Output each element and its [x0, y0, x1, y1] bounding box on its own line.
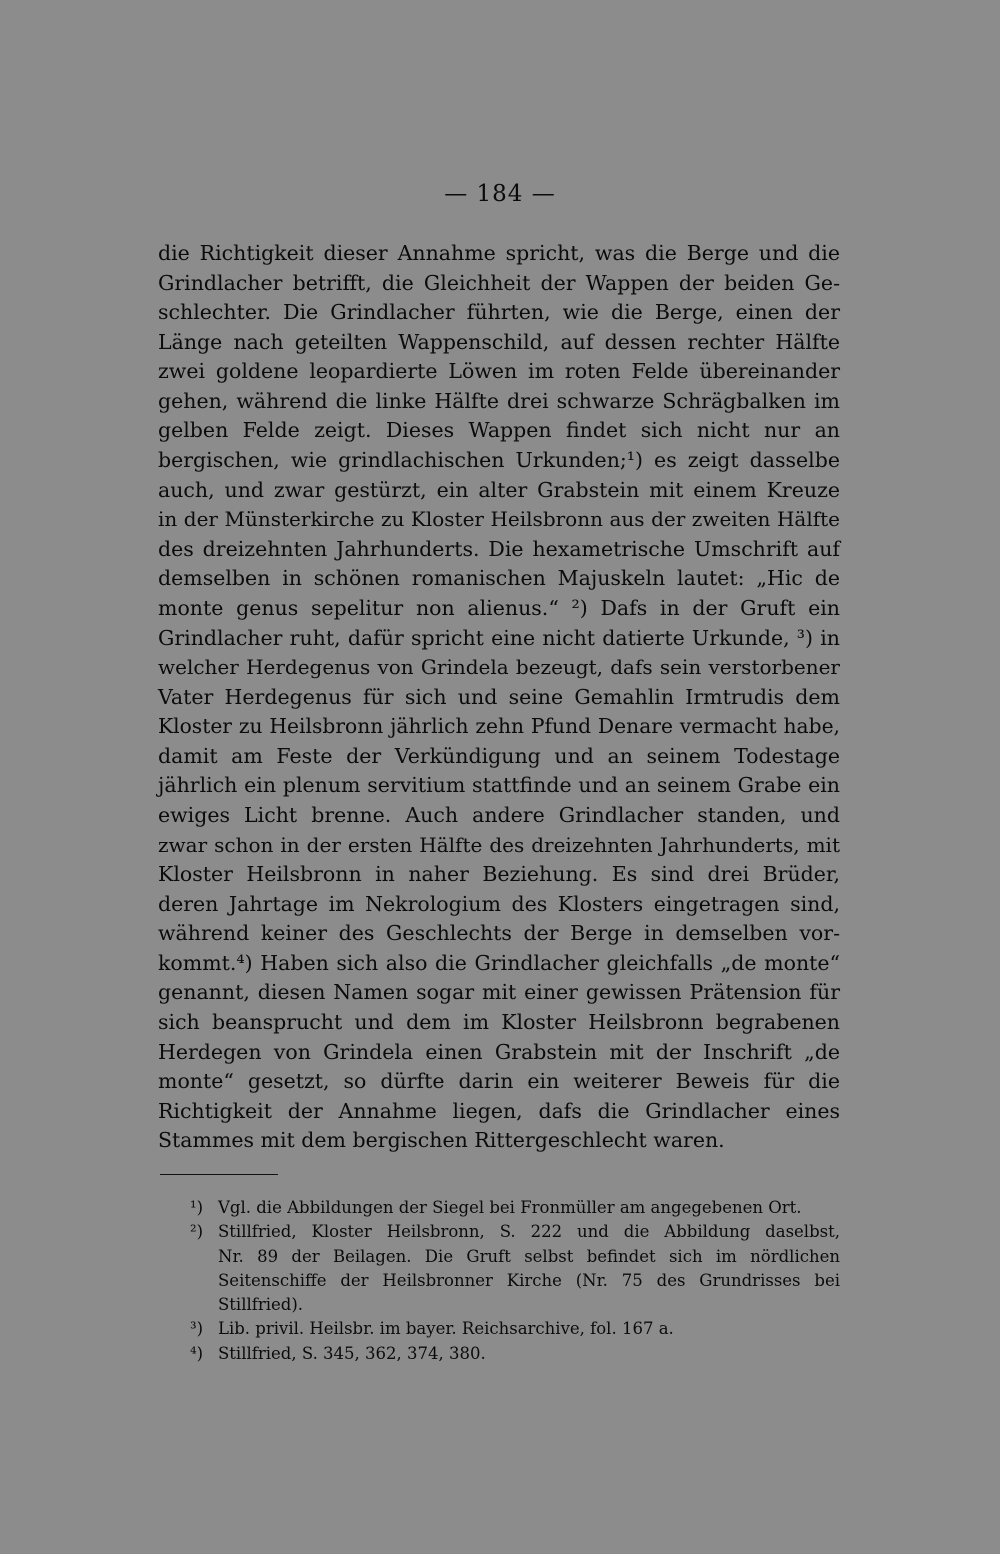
body-line: Kloster Heilsbronn in naher Beziehung. Es sind drei Brüder, [158, 862, 840, 887]
body-line: zwar schon in der ersten Hälfte des dreizehnten Jahrhunderts, mit [158, 832, 840, 857]
footnotes [158, 1196, 840, 1366]
body-line: die Richtigkeit dieser Annahme spricht, was die Berge und die [158, 241, 840, 265]
body-line: Länge nach geteilten Wappenschild, auf dessen rechter Hälfte [158, 329, 840, 354]
body-line: zwei goldene leopardierte Löwen im roten Felde übereinander [158, 359, 840, 384]
footnote-line [158, 1196, 840, 1220]
footnote-text: Lib. privil. Heilsbr. im bayer. Reichsarchive, fol. 167 a. [218, 1319, 674, 1339]
body-line: Vater Herdegenus für sich und seine Gemahlin Irmtrudis dem [158, 684, 840, 709]
body-line: gehen, während die linke Hälfte drei schwarze Schrägbalken im [158, 388, 840, 413]
body-line: des dreizehnten Jahrhunderts. Die hexametrische Umschrift auf [158, 536, 840, 561]
body-line: damit am Feste der Verkündigung und an seinem Todestage [158, 743, 840, 768]
footnote-text: Stillfried). [218, 1295, 304, 1315]
footnote-marker: ²) [190, 1222, 204, 1242]
body-line: monte“ gesetzt, so dürfte darin ein weiterer Beweis für die [158, 1069, 840, 1094]
body-line: sich beansprucht und dem im Kloster Heilsbronn begrabenen [158, 1010, 840, 1035]
body-line: demselben in schönen romanischen Majuskeln lautet: „Hic de [158, 566, 840, 591]
body-line: Grindlacher ruht, dafür spricht eine nicht datierte Urkunde, ³) in [158, 625, 840, 650]
footnote-marker: ⁴) [190, 1343, 204, 1363]
footnote-text: Nr. 89 der Beilagen. Die Gruft selbst befindet sich im nördlichen [218, 1246, 840, 1266]
footnote-line [158, 1317, 840, 1341]
body-line: deren Jahrtage im Nekrologium des Klosters eingetragen sind, [158, 891, 840, 916]
page-number: — 184 — [444, 181, 556, 207]
body-line: Grindlacher betrifft, die Gleichheit der Wappen der beiden Ge- [158, 270, 840, 295]
body-line: in der Münsterkirche zu Kloster Heilsbronn aus der zweiten Hälfte [158, 507, 840, 532]
body-line: kommt.⁴) Haben sich also die Grindlacher gleichfalls „de monte“ [158, 950, 840, 975]
footnote-marker: ¹) [190, 1198, 204, 1217]
body-line: Kloster zu Heilsbronn jährlich zehn Pfund Denare vermacht habe, [158, 714, 840, 739]
footnote-line [158, 1342, 840, 1366]
footnote-line [158, 1220, 840, 1244]
body-line: jährlich ein plenum servitium stattfinde und an seinem Grabe ein [158, 773, 840, 798]
footnote-separator [160, 1174, 278, 1175]
body-line: genannt, diesen Namen sogar mit einer gewissen Prätension für [158, 980, 840, 1005]
body-line: schlechter. Die Grindlacher führten, wie die Berge, einen der [158, 300, 840, 325]
footnote-text: Vgl. die Abbildungen der Siegel bei Fronmüller am angegebenen Ort. [218, 1198, 802, 1217]
body-line: ewiges Licht brenne. Auch andere Grindlacher standen, und [158, 802, 840, 827]
body-line: welcher Herdegenus von Grindela bezeugt, dafs sein verstorbener [158, 655, 840, 680]
body-text [158, 239, 840, 1156]
body-line: monte genus sepelitur non alienus.“ ²) Dafs in der Gruft ein [158, 595, 840, 620]
footnote-marker: ³) [190, 1319, 204, 1339]
body-line: auch, und zwar gestürzt, ein alter Grabstein mit einem Kreuze [158, 477, 840, 502]
footnote-text: Stillfried, S. 345, 362, 374, 380. [218, 1343, 486, 1363]
footnote-line [158, 1269, 840, 1293]
body-line: während keiner des Geschlechts der Berge in demselben vor- [158, 921, 840, 946]
body-line: gelben Felde zeigt. Dieses Wappen findet sich nicht nur an [158, 418, 840, 443]
body-line: Richtigkeit der Annahme liegen, dafs die Grindlacher eines [158, 1098, 840, 1123]
body-line: Herdegen von Grindela einen Grabstein mit der Inschrift „de [158, 1039, 840, 1064]
footnote-line [158, 1245, 840, 1269]
body-line: bergischen, wie grindlachischen Urkunden;¹) es zeigt dasselbe [158, 448, 840, 473]
footnote-line [158, 1293, 840, 1317]
body-line: Stammes mit dem bergischen Rittergeschlecht waren. [158, 1128, 725, 1153]
footnote-text: Seitenschiffe der Heilsbronner Kirche (Nr. 75 des Grundrisses bei [218, 1270, 840, 1290]
footnote-text: Stillfried, Kloster Heilsbronn, S. 222 und die Abbildung daselbst, [218, 1222, 840, 1242]
